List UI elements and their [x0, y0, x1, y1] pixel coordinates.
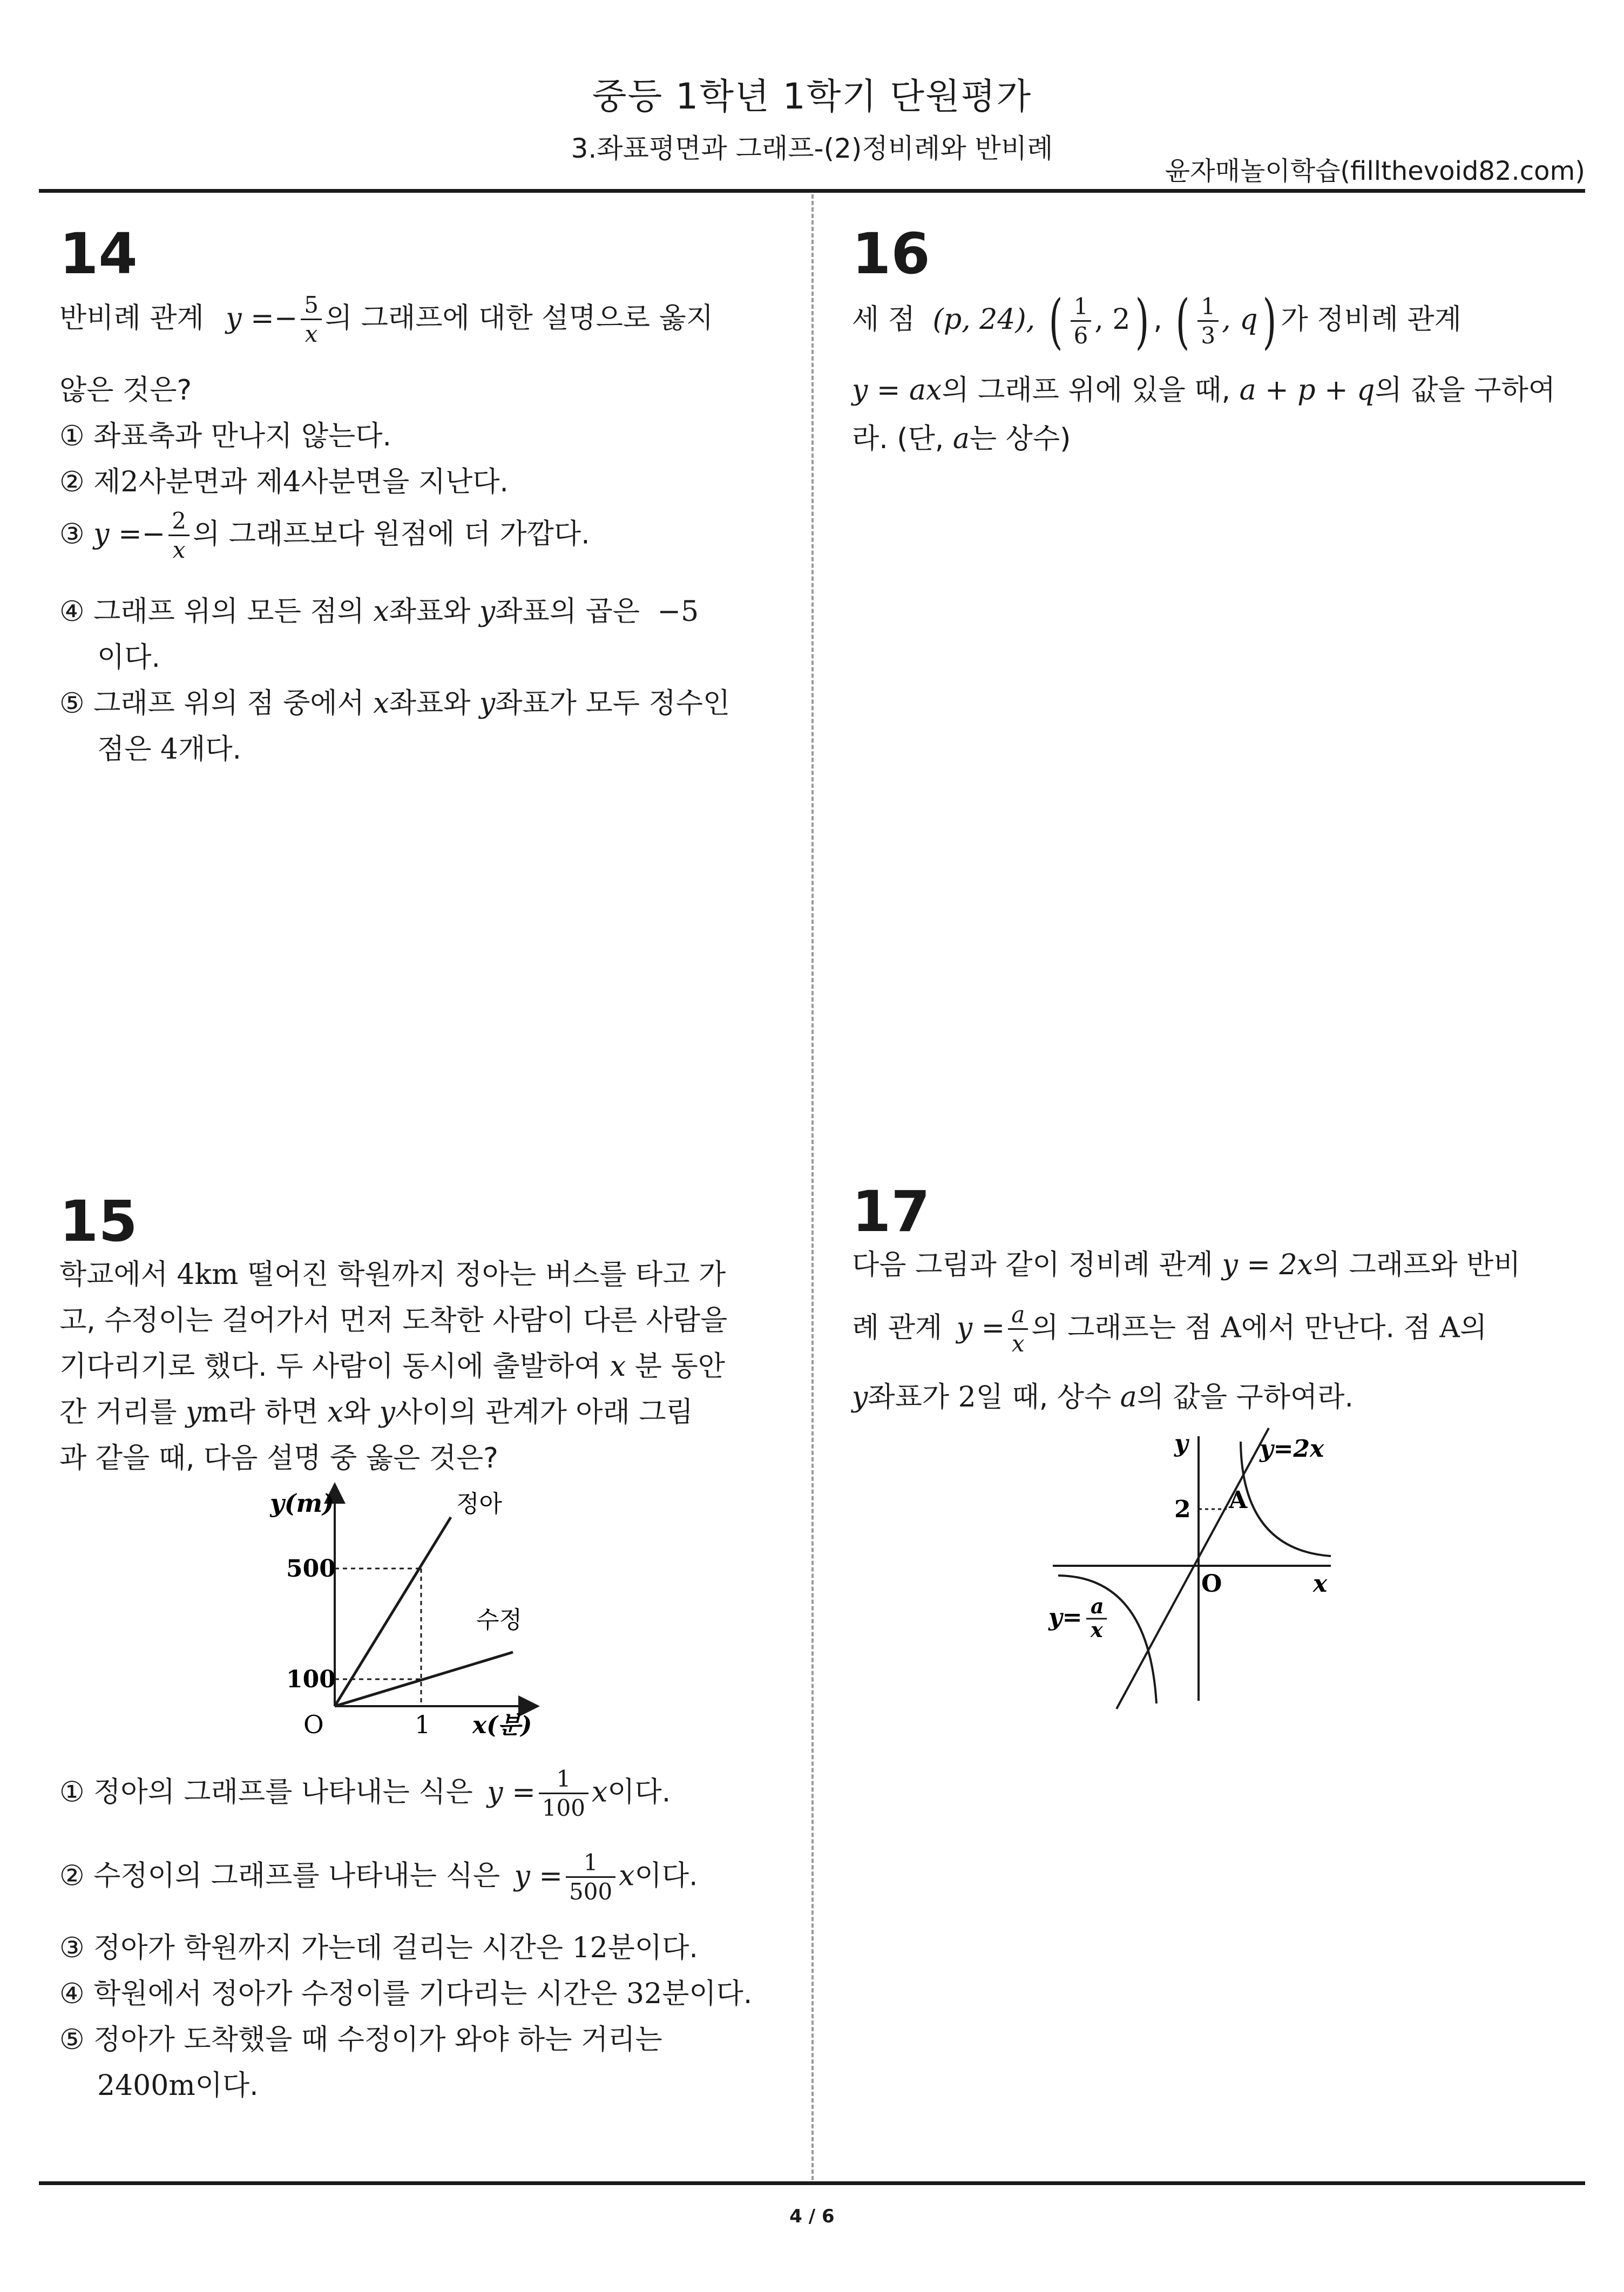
- q16-l3-a: 라. (단,: [852, 423, 944, 455]
- q15-tick-x1: 1: [415, 1710, 431, 1739]
- q16-f2-den: 3: [1201, 322, 1216, 349]
- q16-point-2: , 2: [1094, 303, 1131, 336]
- q14-stem-text-b: 의 그래프에 대한 설명으로 옳지: [325, 302, 714, 335]
- q17-l3-v: a: [1120, 1381, 1137, 1414]
- q17-l3-y: y: [852, 1381, 868, 1414]
- q14-o5-n: 4: [160, 733, 179, 766]
- q17-l2-d: 의: [1459, 1311, 1487, 1344]
- q16-point-1: (p, 24),: [932, 303, 1036, 336]
- q17-line-1: [852, 1242, 1521, 1282]
- q14-o5-x: x: [373, 687, 389, 720]
- q15-stem-line-3: [59, 1343, 725, 1384]
- q14-stem-eq: y =−: [226, 302, 298, 335]
- question-number-16: 16: [852, 221, 930, 287]
- q15-s4-b: 라 하면: [228, 1396, 319, 1429]
- q16-point-3: , q: [1222, 303, 1258, 336]
- q14-option-4-cont: 이다.: [97, 641, 160, 674]
- q15-option-1: [59, 1766, 671, 1822]
- q14-stem-fraction: [301, 292, 322, 348]
- q15-graph: [270, 1479, 572, 1749]
- q16-fraction-2: [1197, 293, 1219, 350]
- q15-o2-b: 이다.: [634, 1860, 698, 1892]
- q15-o1-x: x: [591, 1776, 608, 1809]
- q15-o1-den: 100: [542, 1795, 585, 1821]
- q15-o4-n: 32: [626, 1978, 662, 2010]
- q15-s4-y: y: [186, 1396, 202, 1429]
- question-number-14: 14: [59, 221, 138, 287]
- q14-stem-text: 반비례 관계: [59, 302, 204, 335]
- q15-option-4: [59, 1971, 752, 2011]
- q17-l2-A: A: [1221, 1311, 1241, 1344]
- q16-fraction-1: [1071, 293, 1092, 350]
- q14-stem-num: 5: [301, 292, 322, 320]
- q15-option-5: ⑤ 정아가 도착했을 때 수정이가 와야 하는 거리는: [59, 2024, 662, 2056]
- q15-o1-num: 1: [539, 1766, 588, 1794]
- q14-o2-n1: 2: [120, 466, 139, 498]
- q14-o4-x: x: [373, 596, 389, 628]
- q17-l2-c: 에서 만난다. 점: [1241, 1311, 1431, 1344]
- column-divider: [811, 194, 814, 2180]
- q15-option-2: [59, 1849, 698, 1906]
- q17-hyperbola-q3: [1058, 1576, 1156, 1703]
- q14-o4-y: y: [479, 596, 496, 628]
- q14-o4-v: −5: [657, 596, 699, 628]
- q16-paren: (: [1176, 287, 1190, 356]
- q14-option-3: [59, 508, 590, 564]
- q17-l2-a: 례 관계: [852, 1311, 943, 1344]
- q15-x-label: x(분): [472, 1712, 532, 1739]
- q16-line-2: [852, 367, 1555, 408]
- q17-label-hyp-num: a: [1091, 1594, 1104, 1618]
- q15-s1-v: 4km: [177, 1259, 239, 1291]
- q16-line-3: [852, 416, 1071, 456]
- q17-label-hyp-den: x: [1091, 1618, 1103, 1642]
- q15-o5-n: 2400m: [97, 2070, 195, 2102]
- q15-label-sujeong: 수정: [476, 1606, 523, 1634]
- q17-l2-den: x: [1011, 1330, 1025, 1357]
- q14-o2-b: 사분면과 제: [138, 466, 283, 498]
- page-subtitle: 3.좌표평면과 그래프-(2)정비례와 반비례: [571, 133, 1053, 164]
- q14-stem-den: x: [304, 321, 318, 347]
- q15-o4-b: 분이다.: [662, 1978, 753, 2010]
- q15-o3-b: 분이다.: [607, 1932, 698, 1964]
- q14-o5-d: 점은: [97, 733, 152, 766]
- q16-paren: (: [1048, 287, 1063, 356]
- q14-option-2: [59, 459, 509, 499]
- q15-o1-eq: y =: [487, 1776, 536, 1809]
- q17-l2-fraction: [1008, 1301, 1028, 1358]
- q17-x-label: x: [1313, 1570, 1328, 1598]
- q17-l3-n: 2: [958, 1381, 976, 1414]
- q14-o3-den: x: [172, 537, 186, 563]
- q15-stem-line-1: [59, 1252, 726, 1292]
- q14-o2-c: 사분면을 지난다.: [301, 466, 509, 498]
- q17-l2-b: 의 그래프는 점: [1031, 1311, 1212, 1344]
- q15-s4-y2: y: [379, 1396, 395, 1429]
- q15-option-5-cont: [97, 2063, 259, 2103]
- q17-l1-a: 다음 그림과 같이 정비례 관계: [852, 1249, 1213, 1281]
- q15-s1: 학교에서: [59, 1259, 168, 1291]
- q17-graph: [1037, 1420, 1361, 1722]
- q15-o4-a: ④ 학원에서 정아가 수정이를 기다리는 시간은: [59, 1978, 618, 2010]
- site-credit: 윤자매놀이학습(fillthevoid82.com): [1165, 156, 1585, 186]
- q16-f1-num: 1: [1071, 293, 1092, 322]
- q14-o3-a: ③: [59, 518, 85, 551]
- q15-s4-d: 사이의 관계가 아래 그림: [395, 1396, 693, 1429]
- q16-l3-v: a: [952, 423, 970, 455]
- q14-o5-a: ⑤ 그래프 위의 점 중에서: [59, 687, 364, 720]
- q15-s4-x: x: [327, 1396, 343, 1429]
- q16-paren: ): [1262, 287, 1276, 356]
- q14-stem-line-1: [59, 292, 713, 348]
- q17-l1-eq: y = 2x: [1222, 1249, 1313, 1281]
- q17-label-hyp: y=: [1048, 1604, 1082, 1631]
- q14-o5-c: 좌표가 모두 정수인: [495, 687, 730, 720]
- q15-s4-a: 간 거리를: [59, 1396, 177, 1429]
- q16-f2-num: 1: [1197, 293, 1219, 322]
- q17-l2-num: a: [1008, 1301, 1028, 1330]
- q14-o4-c: 좌표의 곱은: [495, 596, 640, 628]
- q15-s4-c: 와: [343, 1396, 371, 1429]
- q14-o4-b: 좌표와: [389, 596, 471, 628]
- q14-option-5: [59, 680, 730, 721]
- q15-o1-a: ① 정아의 그래프를 나타내는 식은: [59, 1776, 473, 1809]
- q16-line-1: [852, 287, 1461, 356]
- q15-o1-fraction: [539, 1766, 588, 1822]
- page-title: 중등 1학년 1학기 단원평가: [592, 76, 1032, 117]
- q15-tick-100: 100: [286, 1666, 336, 1693]
- q15-tick-500: 500: [286, 1555, 336, 1583]
- q15-stem-line-5: 과 같을 때, 다음 설명 중 옳은 것은?: [59, 1442, 498, 1475]
- q15-s3-b: 분 동안: [634, 1350, 725, 1383]
- header-rule: [39, 189, 1585, 193]
- q15-o3-n: 12: [572, 1932, 608, 1964]
- q15-o3-a: ③ 정아가 학원까지 가는데 걸리는 시간은: [59, 1932, 563, 1964]
- q15-stem-line-4: [59, 1389, 693, 1430]
- q14-o3-b: 의 그래프보다 원점에 더 가깝다.: [192, 518, 590, 551]
- q14-o5-b: 좌표와: [389, 687, 471, 720]
- q17-line-2x: [1116, 1428, 1269, 1709]
- q15-o5-b: 이다.: [195, 2070, 259, 2102]
- q15-line-jeonga: [335, 1517, 451, 1706]
- q15-o2-x: x: [619, 1860, 635, 1892]
- q16-l1-a: 세 점: [852, 303, 915, 336]
- q15-stem-line-2: 고, 수정이는 걸어가서 먼저 도착한 사람이 다른 사람을: [59, 1304, 728, 1337]
- q15-o2-fraction: [566, 1849, 615, 1906]
- q14-o5-y: y: [479, 687, 496, 720]
- q14-o3-eq: y =−: [93, 518, 166, 551]
- q14-o3-num: 2: [168, 508, 190, 536]
- q17-label-line: y=2x: [1260, 1435, 1324, 1463]
- q15-o2-den: 500: [569, 1878, 613, 1905]
- q16-comma: ,: [1153, 303, 1162, 336]
- q14-stem-line-2: 않은 것은?: [59, 374, 192, 407]
- q16-l2-b: 의 값을 구하여: [1375, 374, 1555, 407]
- q17-l3-b: 일 때, 상수: [976, 1381, 1112, 1414]
- q16-f1-den: 6: [1073, 322, 1088, 349]
- q15-s3-x: x: [610, 1350, 626, 1383]
- question-number-15: 15: [59, 1188, 138, 1254]
- q17-l1-b: 의 그래프와 반비: [1312, 1249, 1521, 1281]
- q17-y-label: y: [1174, 1430, 1188, 1457]
- q15-s1-b: 떨어진 학원까지 정아는 버스를 타고 가: [247, 1259, 726, 1291]
- q15-origin: O: [303, 1710, 324, 1739]
- q17-l2-A2: A: [1439, 1311, 1460, 1344]
- q15-o1-b: 이다.: [607, 1776, 671, 1809]
- q17-l3-a: 좌표가: [868, 1381, 950, 1414]
- q17-origin: O: [1201, 1570, 1222, 1598]
- q17-line-3: [852, 1374, 1354, 1415]
- q15-option-3: [59, 1925, 698, 1965]
- q17-l2-eq: y =: [956, 1311, 1005, 1344]
- q14-option-5-cont: [97, 726, 241, 767]
- question-number-17: 17: [852, 1179, 930, 1245]
- q14-o3-fraction: [168, 508, 190, 564]
- q14-option-1: ① 좌표축과 만나지 않는다.: [59, 420, 392, 452]
- q15-label-jeonga: 정아: [456, 1490, 503, 1518]
- q17-line-2: [852, 1301, 1487, 1358]
- q16-paren: ): [1135, 287, 1149, 356]
- q15-s4-u: m: [201, 1396, 228, 1429]
- q14-o2-n2: 4: [283, 466, 301, 498]
- q16-l1-b: 가 정비례 관계: [1281, 303, 1461, 336]
- page-number: 4 / 6: [789, 2206, 835, 2227]
- q15-o2-eq: y =: [514, 1860, 563, 1892]
- q14-o2-a: ② 제: [59, 466, 121, 498]
- q16-l2-sum: a + p + q: [1239, 374, 1375, 407]
- q15-o2-num: 1: [566, 1849, 615, 1878]
- q17-l3-c: 의 값을 구하여라.: [1136, 1381, 1354, 1414]
- q15-o2-a: ② 수정이의 그래프를 나타내는 식은: [59, 1860, 500, 1892]
- q14-o4-a: ④ 그래프 위의 모든 점의: [59, 596, 364, 628]
- q15-y-label: y(m): [270, 1489, 334, 1518]
- q16-l3-b: 는 상수): [969, 423, 1071, 455]
- q16-l2-a: 의 그래프 위에 있을 때,: [942, 374, 1231, 407]
- q17-tick-2: 2: [1174, 1496, 1191, 1523]
- q14-option-4: [59, 589, 699, 629]
- q14-o5-e: 개다.: [178, 733, 242, 766]
- q15-s3-a: 기다리기로 했다. 두 사람이 동시에 출발하여: [59, 1350, 601, 1383]
- q17-point-A: A: [1229, 1486, 1248, 1514]
- q16-l2-eq: y = ax: [852, 374, 942, 407]
- footer-rule: [39, 2181, 1585, 2185]
